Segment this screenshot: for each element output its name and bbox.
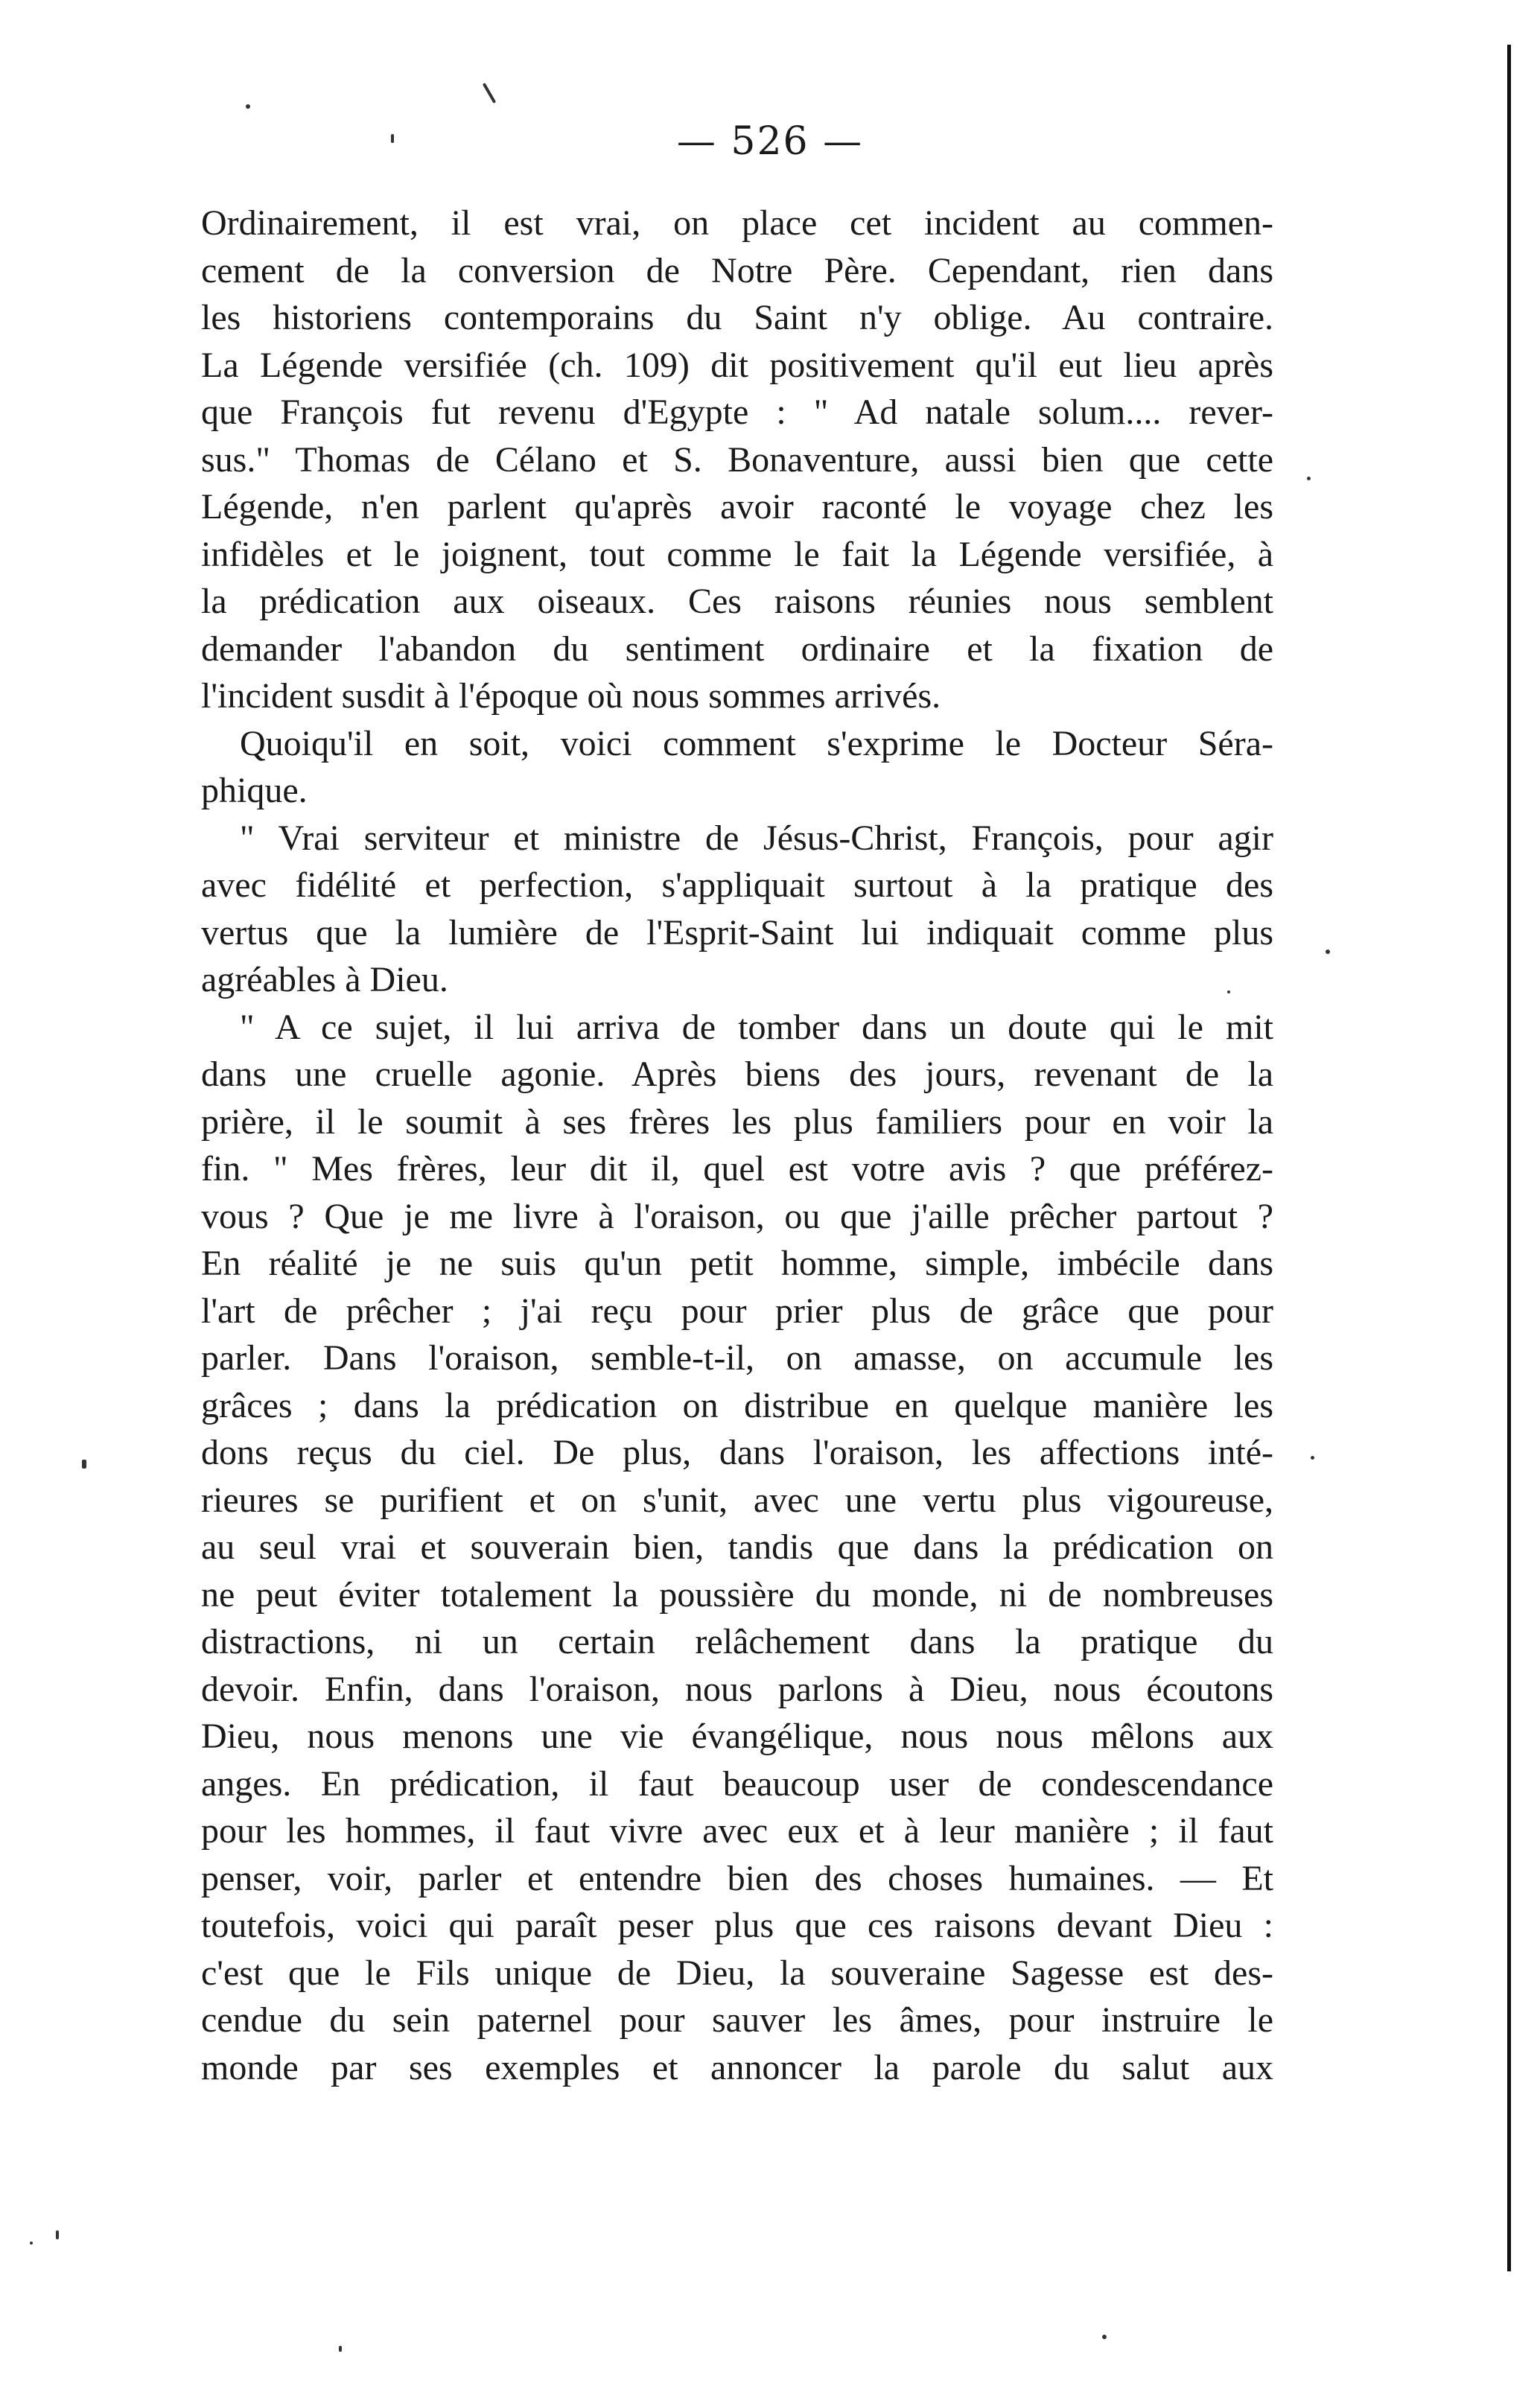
scan-speck <box>1227 990 1230 993</box>
text-line: En réalité je ne suis qu'un petit homme, simple, imbécile dans <box>201 1244 1273 1283</box>
text-line: " A ce sujet, il lui arriva de tomber dans un doute qui le mit <box>240 1007 1273 1047</box>
text-line: cendue du sein paternel pour sauver les âmes, pour instruire le <box>201 2000 1273 2040</box>
text-line: toutefois, voici qui paraît peser plus que ces raisons devant Dieu : <box>201 1906 1273 1945</box>
text-line: Dieu, nous menons une vie évangélique, nous nous mêlons aux <box>201 1717 1273 1756</box>
text-line: parler. Dans l'oraison, semble-t-il, on amasse, on accumule les <box>201 1338 1273 1378</box>
text-line: dons reçus du ciel. De plus, dans l'oraison, les affections inté- <box>201 1433 1273 1472</box>
text-line: les historiens contemporains du Saint n'y oblige. Au contraire. <box>201 298 1273 337</box>
body-text <box>201 200 1273 2091</box>
text-line: Quoiqu'il en soit, voici comment s'exprime le Docteur Séra- <box>240 723 1273 763</box>
scan-speck <box>82 1460 86 1469</box>
text-line: distractions, ni un certain relâchement dans la pratique du <box>201 1622 1273 1661</box>
text-line: sus." Thomas de Célano et S. Bonaventure, aussi bien que cette <box>201 439 1273 480</box>
text-line: pour les hommes, il faut vivre avec eux et à leur manière ; il faut <box>201 1811 1273 1851</box>
text-line: vertus que la lumière de l'Esprit-Saint lui indiquait comme plus <box>201 912 1273 952</box>
text-line: fin. " Mes frères, leur dit il, quel est votre avis ? que préférez- <box>201 1149 1273 1189</box>
scan-speck <box>30 2242 33 2245</box>
text-line: anges. En prédication, il faut beaucoup user de condescendance <box>201 1763 1273 1804</box>
text-line: infidèles et le joignent, tout comme le fait la Légende versifiée, à <box>201 534 1273 574</box>
page-edge-rule <box>1507 45 1511 2271</box>
text-line: c'est que le Fils unique de Dieu, la souveraine Sagesse est des- <box>201 1953 1273 1993</box>
text-line: monde par ses exemples et annoncer la parole du salut aux <box>201 2047 1273 2087</box>
scan-speck <box>483 83 496 104</box>
text-line: vous ? Que je me livre à l'oraison, ou que j'aille prêcher partout ? <box>201 1196 1273 1236</box>
text-line: grâces ; dans la prédication on distribue en quelque manière les <box>201 1385 1273 1425</box>
scan-speck <box>1307 477 1311 480</box>
scan-speck <box>56 2230 59 2239</box>
scan-speck <box>339 2346 342 2352</box>
text-line: que François fut revenu d'Egypte : " Ad natale solum.... rever- <box>201 392 1273 432</box>
text-line: phique. <box>201 771 308 810</box>
text-line: Ordinairement, il est vrai, on place cet incident au commen- <box>201 203 1273 243</box>
scan-speck <box>1102 2335 1107 2339</box>
text-line: penser, voir, parler et entendre bien des choses humaines. — Et <box>201 1858 1273 1898</box>
scan-speck <box>1311 1456 1314 1460</box>
scan-speck <box>246 104 250 109</box>
text-line: demander l'abandon du sentiment ordinaire et la fixation de <box>201 629 1273 669</box>
text-line: Légende, n'en parlent qu'après avoir raconté le voyage chez les <box>201 487 1273 527</box>
text-line: l'art de prêcher ; j'ai reçu pour prier plus de grâce que pour <box>201 1291 1273 1331</box>
text-line: " Vrai serviteur et ministre de Jésus-Christ, François, pour agir <box>240 818 1273 858</box>
scan-speck <box>1326 950 1330 954</box>
text-line: rieures se purifient et on s'unit, avec une vertu plus vigoureuse, <box>201 1480 1273 1520</box>
text-line: ne peut éviter totalement la poussière du monde, ni de nombreuses <box>201 1574 1273 1615</box>
text-line: La Légende versifiée (ch. 109) dit positivement qu'il eut lieu après <box>201 345 1273 385</box>
text-line: devoir. Enfin, dans l'oraison, nous parlons à Dieu, nous écoutons <box>201 1669 1273 1709</box>
text-line: au seul vrai et souverain bien, tandis que dans la prédication on <box>201 1527 1273 1567</box>
text-line: la prédication aux oiseaux. Ces raisons réunies nous semblent <box>201 582 1273 621</box>
text-line: dans une cruelle agonie. Après biens des jours, revenant de la <box>201 1055 1273 1094</box>
text-line: avec fidélité et perfection, s'appliquait surtout à la pratique des <box>201 865 1273 905</box>
scan-speck <box>391 134 394 143</box>
text-line: l'incident susdit à l'époque où nous sommes arrivés. <box>201 676 941 716</box>
text-line: cement de la conversion de Notre Père. Cependant, rien dans <box>201 250 1273 290</box>
text-line: agréables à Dieu. <box>201 960 448 999</box>
page-number: — 526 — <box>676 119 864 164</box>
text-line: prière, il le soumit à ses frères les plus familiers pour en voir la <box>201 1101 1273 1142</box>
